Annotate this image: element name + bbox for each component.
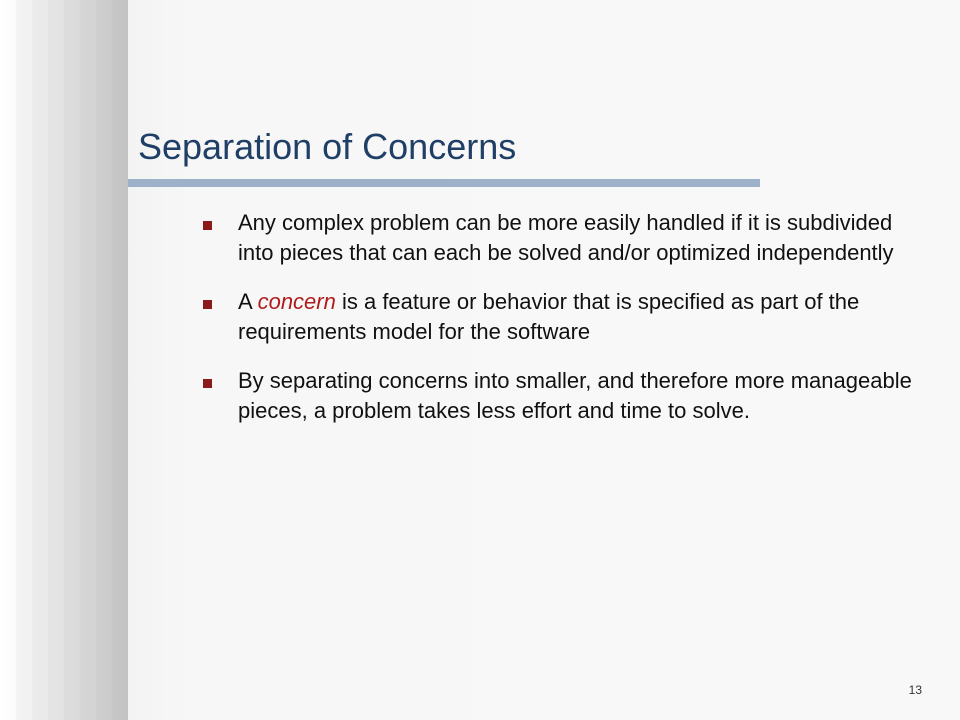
bullet-item <box>203 208 923 268</box>
square-bullet-icon <box>203 379 212 388</box>
bullet-text-suffix: is a feature or behavior that is specified as part of the requirements model for the software <box>238 289 860 344</box>
bullet-item <box>203 366 923 426</box>
bullet-text: Any complex problem can be more easily handled if it is subdivided into pieces that can each be solved and/or optimized independently <box>238 210 894 265</box>
bullet-text: By separating concerns into smaller, and therefore more manageable pieces, a problem takes less effort and time to solve. <box>238 368 912 423</box>
slide-number: 13 <box>908 683 922 697</box>
concern-term: concern <box>257 289 336 314</box>
square-bullet-icon <box>203 221 212 230</box>
square-bullet-icon <box>203 300 212 309</box>
bullet-text-prefix: A <box>238 289 258 314</box>
decorative-stripes <box>0 0 128 720</box>
bullet-list <box>203 208 923 445</box>
slide-title: Separation of Concerns <box>138 126 517 167</box>
bullet-item <box>203 287 923 347</box>
title-underline <box>128 179 760 187</box>
